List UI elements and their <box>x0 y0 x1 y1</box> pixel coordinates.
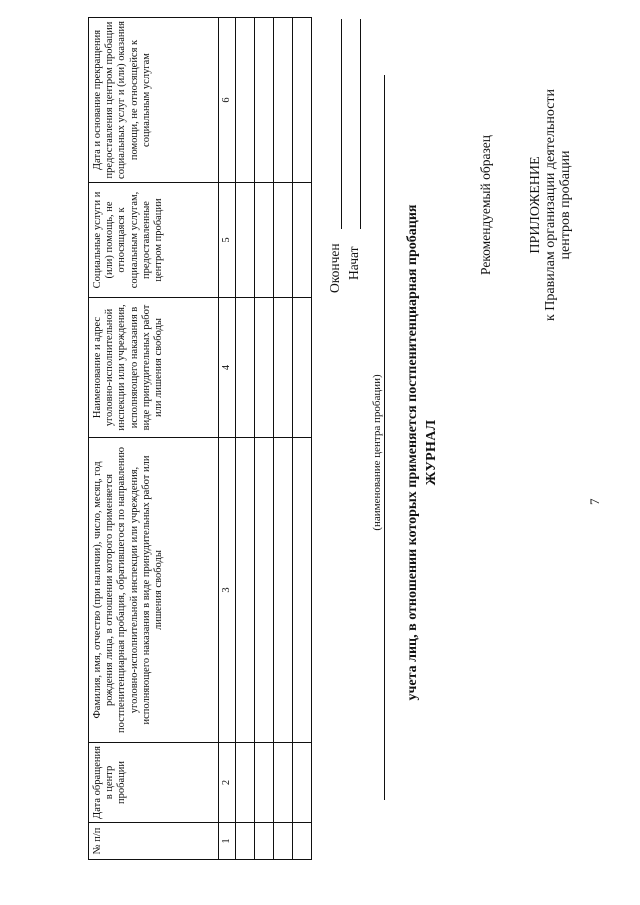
table-cell <box>255 298 274 438</box>
column-header: Дата обращения в центр пробации <box>89 743 219 823</box>
table-cell <box>293 298 312 438</box>
journal-subtitle: учета лиц, в отношении которых применяется постпенитенциарная пробация <box>405 204 420 701</box>
started-date-line <box>360 19 361 229</box>
table-cell <box>236 743 255 823</box>
appendix-line-2: центров пробации <box>558 150 573 260</box>
table-row <box>274 18 293 860</box>
appendix-title: ПРИЛОЖЕНИЕ <box>528 156 543 254</box>
column-number-row <box>219 18 236 860</box>
table-header-row <box>89 18 219 860</box>
table-cell <box>293 438 312 743</box>
table-cell <box>236 438 255 743</box>
column-number: 6 <box>219 18 236 183</box>
started-label: Начат <box>346 246 361 280</box>
column-header: Фамилия, имя, отчество (при наличии), число, месяц, год рождения лица, в отношении которого применяется постпенитенциарная пробация, обратившегося по направлению уголовно-исполнительной инспекции или учреждения, исполняющего наказания в виде принудительных работ или лишения свободы <box>89 438 219 743</box>
recommended-sample-label: Рекомендуемый образец <box>478 135 493 276</box>
table-cell <box>255 438 274 743</box>
table-cell <box>236 183 255 298</box>
column-header: Социальные услуги и (или) помощь, не относящаяся к социальным услугам, предоставленные центром пробации <box>89 183 219 298</box>
journal-table <box>88 17 312 860</box>
column-number: 2 <box>219 743 236 823</box>
finished-label: Окончен <box>327 243 342 293</box>
table-cell <box>274 18 293 183</box>
journal-title: ЖУРНАЛ <box>424 419 439 486</box>
table-cell <box>293 18 312 183</box>
page-number: 7 <box>587 498 602 505</box>
appendix-block <box>528 25 573 385</box>
center-name-caption: (наименование центра пробации) <box>371 374 383 531</box>
table-row <box>236 18 255 860</box>
center-name-line <box>384 75 385 800</box>
table-cell <box>236 298 255 438</box>
table-cell <box>255 18 274 183</box>
table-cell <box>255 183 274 298</box>
appendix-line-1: к Правилам организации деятельности <box>543 88 558 322</box>
column-number: 1 <box>219 823 236 860</box>
column-number: 5 <box>219 183 236 298</box>
column-header: Наименование и адрес уголовно-исполнительной инспекции или учреждения, исполняющего наказания в виде принудительных работ или лишения свободы <box>89 298 219 438</box>
table-cell <box>274 438 293 743</box>
table-cell <box>274 823 293 860</box>
finished-date-line <box>341 19 342 229</box>
table-cell <box>293 743 312 823</box>
table-cell <box>255 743 274 823</box>
column-number: 4 <box>219 298 236 438</box>
table-cell <box>274 743 293 823</box>
table-cell <box>255 823 274 860</box>
table-cell <box>293 823 312 860</box>
column-header: № п/п <box>89 823 219 860</box>
table-cell <box>293 183 312 298</box>
table-row <box>293 18 312 860</box>
table-cell <box>274 298 293 438</box>
table-cell <box>274 183 293 298</box>
column-header: Дата и основание прекращения предоставления центром пробации социальных услуг и (или) оказания помощи, не относящейся к социальным услугам <box>89 18 219 183</box>
table-cell <box>236 823 255 860</box>
column-number: 3 <box>219 438 236 743</box>
table-row <box>255 18 274 860</box>
table-cell <box>236 18 255 183</box>
